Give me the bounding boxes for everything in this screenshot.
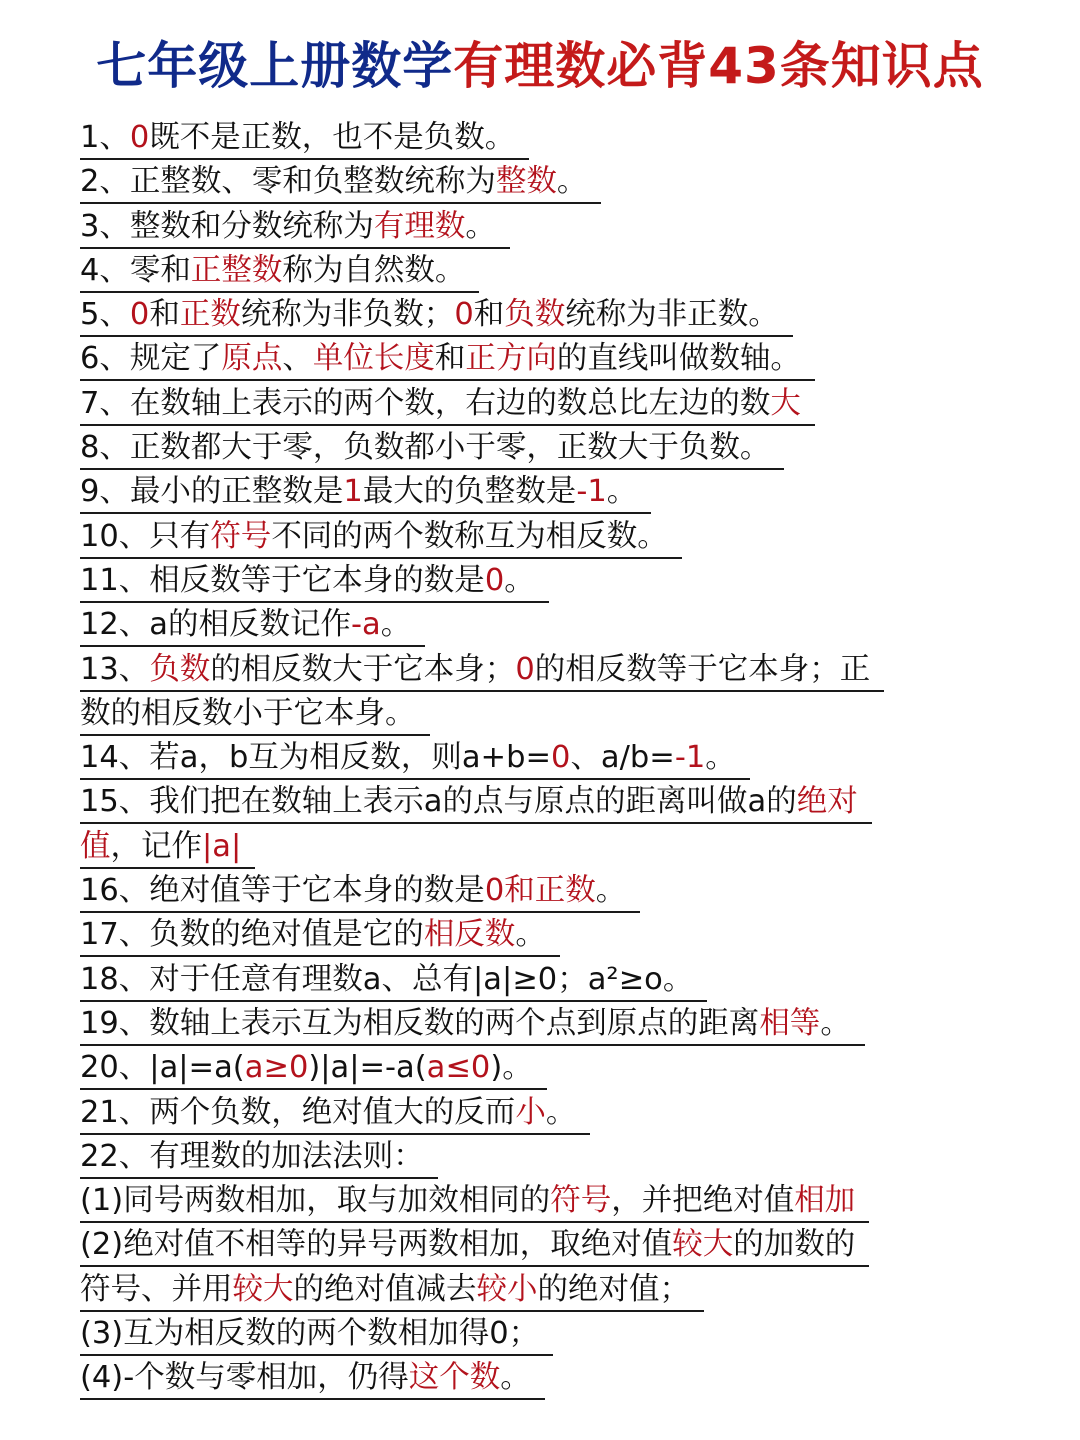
highlight-term: |a| [202,828,242,864]
underlined-text [80,650,884,692]
text-segment: )。 [490,1050,533,1086]
text-segment: 13、 [80,651,150,687]
text-segment: (3)互为相反数的两个数相加得0； [80,1316,540,1352]
highlight-term: 0 [129,297,150,333]
text-segment: 、 [282,341,313,377]
highlight-term: 值 [80,828,111,864]
text-segment: 18、对于任意有理数a、总有|a|≥0；a²≥o。 [80,961,694,997]
highlight-term: 符号 [210,518,272,554]
highlight-term: a≥0 [244,1050,309,1086]
underlined-text [80,207,510,249]
text-segment: )|a|=-a( [308,1050,427,1086]
underlined-text [80,1137,438,1179]
text-segment: 5、 [80,297,130,333]
underlined-text [80,738,750,780]
highlight-term: 负数 [504,297,566,333]
text-segment: 12、a的相反数记作 [80,607,351,643]
highlight-term: 0 [129,120,150,155]
highlight-term: -1 [674,740,706,776]
text-segment: 2、正整数、零和负整数统称为 [80,164,496,200]
underlined-text [80,561,549,603]
text-segment: 和 [434,341,466,377]
underlined-text [80,1048,547,1090]
text-segment: 统称为非正数。 [565,297,779,333]
knowledge-line [80,337,1020,381]
knowledge-line [80,869,1020,913]
knowledge-line [80,1312,1020,1356]
highlight-term: 0和正数 [484,873,596,909]
highlight-term: 这个数 [408,1360,501,1396]
underlined-text [80,1314,553,1356]
knowledge-line [80,1268,1020,1312]
text-segment: 16、绝对值等于它本身的数是 [80,873,485,909]
underlined-text [80,517,682,559]
underlined-text [80,827,255,869]
underlined-text [80,162,601,204]
text-segment: 的直线叫做数轴。 [556,341,801,377]
text-segment: 符号、并用 [80,1271,233,1307]
knowledge-line [80,692,1020,736]
underlined-text [80,472,651,514]
knowledge-line [80,382,1020,426]
underlined-text [80,1225,869,1267]
highlight-term: 有理数 [373,208,466,244]
knowledge-line [80,426,1020,470]
text-segment: 19、数轴上表示互为相反数的两个点到原点的距离 [80,1005,760,1041]
underlined-text [80,694,430,736]
title-part-red: 有理数必背43条知识点 [453,37,984,95]
knowledge-line [80,958,1020,1002]
highlight-term: 0 [454,297,474,333]
underlined-text [80,295,793,337]
text-segment: 既不是正数，也不是负数。 [149,120,516,155]
highlight-term: 较大 [672,1227,734,1263]
text-segment: 10、只有 [80,518,211,554]
underlined-text [80,251,479,293]
text-segment: ，记作 [110,828,202,864]
text-segment: 不同的两个数称互为相反数。 [271,518,668,554]
underlined-text [80,1004,865,1046]
highlight-term: -1 [576,474,607,510]
highlight-term: 符号 [550,1183,612,1219]
underlined-text [80,1270,704,1312]
title-part-blue: 七年级上册数学 [96,37,454,95]
highlight-term: 原点 [221,341,283,377]
text-segment: 。 [465,208,496,244]
text-segment: 17、负数的绝对值是它的 [80,917,424,953]
highlight-term: 正数 [179,297,241,333]
text-segment: 6、规定了 [80,341,222,377]
text-segment: 3、整数和分数统称为 [80,208,374,244]
highlight-term: 较大 [232,1271,294,1307]
text-segment: 和 [149,297,180,333]
highlight-term: 正整数 [190,252,283,288]
text-segment: 11、相反数等于它本身的数是 [80,562,485,598]
knowledge-line [80,1356,1020,1400]
text-segment: 。 [556,164,588,200]
underlined-text [80,428,784,470]
highlight-term: 小 [515,1094,546,1130]
page-title [0,26,1080,98]
text-segment: 22、有理数的加法法则： [80,1138,424,1174]
text-segment: 的相反数等于它本身；正 [534,651,871,687]
text-segment: 数的相反数小于它本身。 [80,695,416,731]
text-segment: 。 [515,917,546,953]
underlined-text [80,960,707,1002]
underlined-text [80,1358,545,1400]
knowledge-line [80,116,1020,160]
highlight-term: 相反数 [423,917,516,953]
knowledge-line [80,1091,1020,1135]
text-segment: 最大的负整数是 [362,474,577,510]
knowledge-line [80,470,1020,514]
knowledge-line [80,515,1020,559]
text-segment: 9、最小的正整数是 [80,474,344,510]
text-segment: 4、零和 [80,252,191,288]
underlined-text [80,384,815,426]
knowledge-line [80,293,1020,337]
text-segment: (2)绝对值不相等的异号两数相加，取绝对值 [80,1227,673,1263]
knowledge-line [80,1046,1020,1090]
highlight-term: a≤0 [426,1050,491,1086]
text-segment: 。 [380,607,412,643]
text-segment: 。 [500,1360,531,1396]
knowledge-line [80,160,1020,204]
text-segment: 的绝对值； [537,1271,690,1307]
text-segment: 14、若a，b互为相反数，则a+b= [80,740,552,776]
highlight-term: 0 [515,651,535,687]
knowledge-line [80,603,1020,647]
knowledge-line [80,1179,1020,1223]
text-segment: 。 [820,1005,851,1041]
knowledge-line [80,1135,1020,1179]
text-segment: 15、我们把在数轴上表示a的点与原点的距离叫做a的 [80,784,797,820]
text-segment: 称为自然数。 [282,252,466,288]
text-segment: ，并把绝对值 [611,1183,795,1219]
text-segment: 。 [606,474,638,510]
knowledge-line [80,736,1020,780]
text-segment: (4)-个数与零相加，仍得 [80,1360,409,1396]
underlined-text [80,915,560,957]
underlined-text [80,782,872,824]
text-segment: 。 [595,873,627,909]
text-segment: 和 [473,297,505,333]
text-segment: 。 [705,740,736,776]
knowledge-line [80,559,1020,603]
knowledge-line [80,780,1020,824]
text-segment: 统称为非负数； [240,297,455,333]
highlight-term: 整数 [495,164,557,200]
knowledge-line [80,249,1020,293]
underlined-text [80,118,529,160]
text-segment: 20、|a|=a( [80,1050,245,1086]
highlight-term: 1 [343,474,363,510]
text-segment: 7、在数轴上表示的两个数，右边的数总比左边的数 [80,385,771,421]
highlight-term: 大 [770,385,801,421]
knowledge-line [80,1223,1020,1267]
highlight-term: -a [351,607,381,643]
highlight-term: 绝对 [796,784,858,820]
knowledge-line [80,825,1020,869]
text-segment: 1、 [80,120,130,155]
knowledge-line [80,1002,1020,1046]
text-segment: 。 [545,1094,577,1130]
knowledge-line [80,205,1020,249]
text-segment: 的加数的 [733,1227,856,1263]
text-segment: (1)同号两数相加，取与加效相同的 [80,1183,551,1219]
underlined-text [80,871,640,913]
highlight-term: 0 [551,740,571,776]
highlight-term: 0 [484,562,505,598]
text-segment: 、a/b= [570,740,675,776]
underlined-text [80,1181,869,1223]
underlined-text [80,339,815,381]
highlight-term: 负数 [149,651,211,687]
highlight-term: 相加 [794,1183,856,1219]
text-segment: 8、正数都大于零，负数都小于零，正数大于负数。 [80,430,771,466]
highlight-term: 正方向 [465,341,557,377]
knowledge-line [80,648,1020,692]
highlight-term: 相等 [759,1005,821,1041]
text-segment: 的相反数大于它本身； [210,651,516,687]
text-segment: 。 [504,562,535,598]
knowledge-line [80,913,1020,957]
text-segment: 21、两个负数，绝对值大的反而 [80,1094,516,1130]
text-segment: 的绝对值减去 [293,1271,477,1307]
underlined-text [80,605,425,647]
underlined-text [80,1093,590,1135]
knowledge-point-list [80,116,1020,1401]
highlight-term: 单位长度 [312,341,435,377]
highlight-term: 较小 [476,1271,538,1307]
